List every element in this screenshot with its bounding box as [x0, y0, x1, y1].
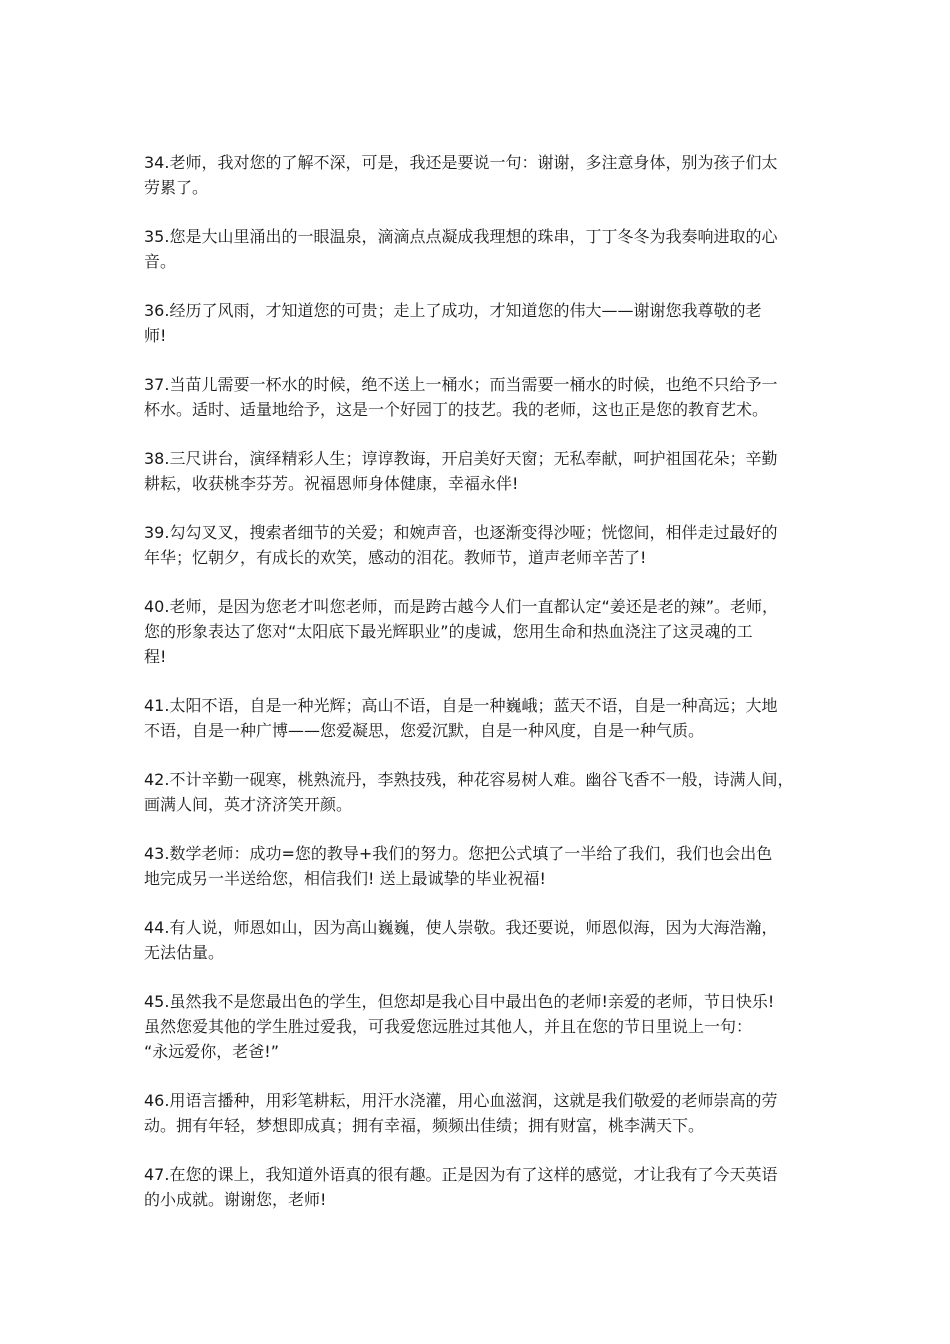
paragraph-line: “永远爱你，老爸!” — [144, 1042, 279, 1061]
paragraph-line: 36.经历了风雨，才知道您的可贵；走上了成功，才知道您的伟大——谢谢您我尊敬的老 — [144, 301, 762, 320]
paragraph — [144, 989, 816, 1064]
paragraph-line: 35.您是大山里涌出的一眼温泉，滴滴点点凝成我理想的珠串，丁丁冬冬为我奏响进取的心 — [144, 227, 778, 246]
paragraph-line: 34.老师，我对您的了解不深，可是，我还是要说一句：谢谢，多注意身体，别为孩子们太 — [144, 153, 778, 172]
paragraph — [144, 372, 816, 422]
paragraph-line: 40.老师，是因为您老才叫您老师，而是跨古越今人们一直都认定“姜还是老的辣”。老师， — [144, 597, 779, 616]
document-body — [144, 150, 816, 1236]
paragraph-line: 杯水。适时、适量地给予，这是一个好园丁的技艺。我的老师，这也正是您的教育艺术。 — [144, 400, 769, 419]
paragraph — [144, 767, 816, 817]
paragraph-line: 43.数学老师：成功=您的教导+我们的努力。您把公式填了一半给了我们，我们也会出色 — [144, 844, 773, 863]
paragraph — [144, 693, 816, 743]
paragraph — [144, 915, 816, 965]
paragraph-line: 音。 — [144, 252, 177, 271]
paragraph — [144, 1088, 816, 1138]
paragraph-line: 37.当苗儿需要一杯水的时候，绝不送上一桶水；而当需要一桶水的时候，也绝不只给予一 — [144, 375, 778, 394]
paragraph-line: 42.不计辛勤一砚寒，桃熟流丹，李熟技残，种花容易树人难。幽谷飞香不一般，诗满人间， — [144, 770, 794, 789]
paragraph-line: 的小成就。谢谢您，老师! — [144, 1190, 327, 1209]
paragraph-line: 不语，自是一种广博——您爱凝思，您爱沉默，自是一种风度，自是一种气质。 — [144, 721, 705, 740]
paragraph-line: 45.虽然我不是您最出色的学生，但您却是我心目中最出色的老师!亲爱的老师，节日快乐! — [144, 992, 775, 1011]
paragraph-line: 41.太阳不语，自是一种光辉；高山不语，自是一种巍峨；蓝天不语，自是一种高远；大地 — [144, 696, 778, 715]
paragraph — [144, 298, 816, 348]
paragraph-line: 劳累了。 — [144, 178, 209, 197]
paragraph-line: 47.在您的课上，我知道外语真的很有趣。正是因为有了这样的感觉，才让我有了今天英语 — [144, 1165, 778, 1184]
paragraph-line: 耕耘，收获桃李芬芳。祝福恩师身体健康，幸福永伴! — [144, 474, 519, 493]
paragraph-line: 38.三尺讲台，演绎精彩人生；谆谆教诲，开启美好天窗；无私奉献，呵护祖国花朵；辛勤 — [144, 449, 778, 468]
paragraph-line: 动。拥有年轻，梦想即成真；拥有幸福，频频出佳绩；拥有财富，桃李满天下。 — [144, 1116, 705, 1135]
paragraph — [144, 594, 816, 669]
paragraph-line: 46.用语言播种，用彩笔耕耘，用汗水浇灌，用心血滋润，这就是我们敬爱的老师崇高的劳 — [144, 1091, 778, 1110]
paragraph — [144, 150, 816, 200]
paragraph-line: 虽然您爱其他的学生胜过爱我，可我爱您远胜过其他人，并且在您的节日里说上一句： — [144, 1017, 753, 1036]
paragraph — [144, 446, 816, 496]
paragraph-line: 您的形象表达了您对“太阳底下最光辉职业”的虔诚，您用生命和热血浇注了这灵魂的工 — [144, 622, 753, 641]
paragraph — [144, 1162, 816, 1212]
paragraph-line: 程! — [144, 647, 167, 666]
paragraph-line: 画满人间，英才济济笑开颜。 — [144, 795, 353, 814]
paragraph-line: 39.勾勾叉叉，搜索者细节的关爱；和婉声音，也逐渐变得沙哑；恍惚间，相伴走过最好的 — [144, 523, 778, 542]
paragraph-line: 师! — [144, 326, 167, 345]
paragraph-line: 无法估量。 — [144, 943, 225, 962]
paragraph — [144, 224, 816, 274]
paragraph-line: 44.有人说，师恩如山，因为高山巍巍，使人崇敬。我还要说，师恩似海，因为大海浩瀚， — [144, 918, 778, 937]
paragraph — [144, 520, 816, 570]
paragraph-line: 地完成另一半送给您，相信我们! 送上最诚挚的毕业祝福! — [144, 869, 546, 888]
paragraph — [144, 841, 816, 891]
paragraph-line: 年华；忆朝夕，有成长的欢笑，感动的泪花。教师节，道声老师辛苦了! — [144, 548, 647, 567]
